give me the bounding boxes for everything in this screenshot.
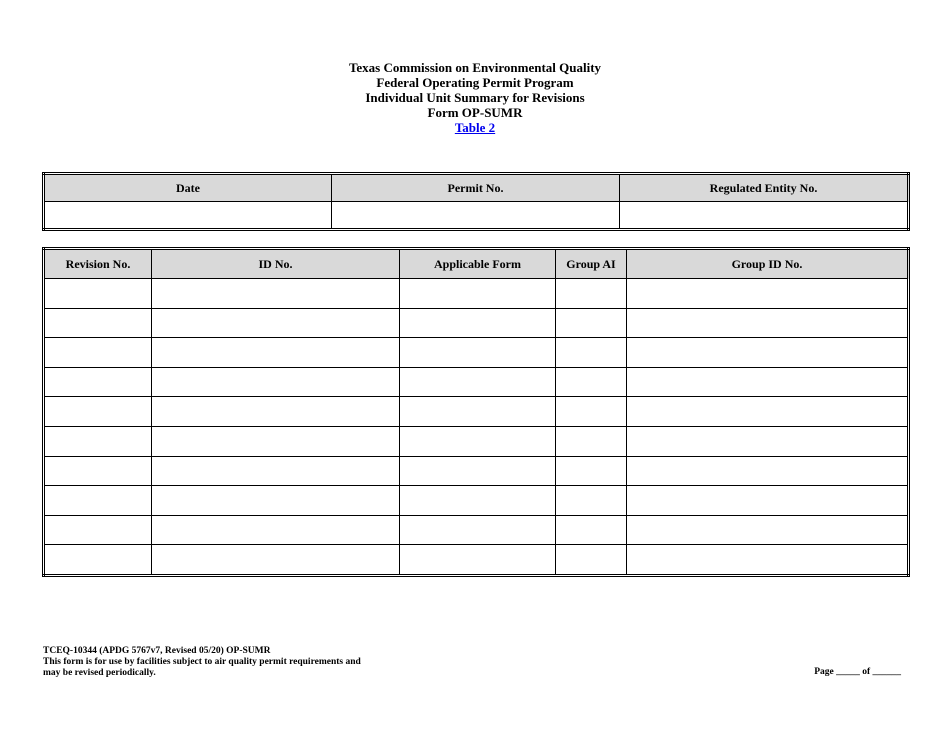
table-row	[44, 338, 909, 368]
revision-no-cell[interactable]	[44, 338, 152, 368]
table-row	[44, 486, 909, 516]
group-id-no-header: Group ID No.	[627, 249, 909, 279]
group-id-no-cell[interactable]	[627, 308, 909, 338]
table-row	[44, 308, 909, 338]
table-row	[44, 456, 909, 486]
revision-no-cell[interactable]	[44, 367, 152, 397]
id-no-cell[interactable]	[152, 515, 400, 545]
regulated-entity-field[interactable]	[620, 202, 909, 230]
applicable-form-cell[interactable]	[400, 456, 556, 486]
revision-no-cell[interactable]	[44, 456, 152, 486]
group-ai-cell[interactable]	[556, 338, 627, 368]
id-no-cell[interactable]	[152, 308, 400, 338]
group-ai-cell[interactable]	[556, 308, 627, 338]
form-note-line1: This form is for use by facilities subject to air quality permit requirements and	[43, 657, 361, 667]
group-ai-cell[interactable]	[556, 397, 627, 427]
applicable-form-header: Applicable Form	[400, 249, 556, 279]
permit-no-header: Permit No.	[332, 174, 620, 202]
revision-no-cell[interactable]	[44, 486, 152, 516]
applicable-form-cell[interactable]	[400, 486, 556, 516]
id-no-cell[interactable]	[152, 338, 400, 368]
revision-no-header: Revision No.	[44, 249, 152, 279]
form-id: TCEQ-10344 (APDG 5767v7, Revised 05/20) OP-SUMR	[43, 646, 271, 656]
group-id-no-cell[interactable]	[627, 486, 909, 516]
group-id-no-cell[interactable]	[627, 279, 909, 309]
group-id-no-cell[interactable]	[627, 515, 909, 545]
table-row	[44, 279, 909, 309]
revision-no-cell[interactable]	[44, 308, 152, 338]
date-header: Date	[44, 174, 332, 202]
table-row	[44, 515, 909, 545]
permit-info-table	[42, 172, 910, 231]
revision-no-cell[interactable]	[44, 545, 152, 576]
form-title: Individual Unit Summary for Revisions	[365, 90, 585, 105]
revision-no-cell[interactable]	[44, 397, 152, 427]
table-link[interactable]: Table 2	[454, 120, 496, 135]
group-ai-header: Group AI	[556, 249, 627, 279]
id-no-cell[interactable]	[152, 367, 400, 397]
id-no-cell[interactable]	[152, 279, 400, 309]
applicable-form-cell[interactable]	[400, 367, 556, 397]
group-ai-cell[interactable]	[556, 456, 627, 486]
page-number: Page _____ of ______	[814, 667, 901, 677]
date-field[interactable]	[44, 202, 332, 230]
form-note-line2: may be revised periodically.	[43, 668, 156, 678]
group-ai-cell[interactable]	[556, 367, 627, 397]
group-id-no-cell[interactable]	[627, 397, 909, 427]
program-title: Federal Operating Permit Program	[376, 75, 574, 90]
group-id-no-cell[interactable]	[627, 338, 909, 368]
id-no-cell[interactable]	[152, 426, 400, 456]
id-no-cell[interactable]	[152, 545, 400, 576]
applicable-form-cell[interactable]	[400, 308, 556, 338]
unit-summary-header-row	[44, 249, 909, 279]
group-id-no-cell[interactable]	[627, 367, 909, 397]
form-header	[0, 60, 950, 135]
group-id-no-cell[interactable]	[627, 545, 909, 576]
form-footer	[43, 646, 361, 679]
unit-summary-table	[42, 247, 910, 577]
applicable-form-cell[interactable]	[400, 545, 556, 576]
permit-info-header-row	[44, 174, 909, 202]
table-row	[44, 397, 909, 427]
agency-title: Texas Commission on Environmental Quality	[348, 60, 602, 75]
applicable-form-cell[interactable]	[400, 426, 556, 456]
unit-summary-body	[44, 279, 909, 576]
form-number: Form OP-SUMR	[427, 105, 523, 120]
applicable-form-cell[interactable]	[400, 338, 556, 368]
regulated-entity-header: Regulated Entity No.	[620, 174, 909, 202]
revision-no-cell[interactable]	[44, 515, 152, 545]
group-ai-cell[interactable]	[556, 486, 627, 516]
id-no-cell[interactable]	[152, 397, 400, 427]
revision-no-cell[interactable]	[44, 426, 152, 456]
permit-no-field[interactable]	[332, 202, 620, 230]
table-row	[44, 545, 909, 576]
group-ai-cell[interactable]	[556, 545, 627, 576]
id-no-header: ID No.	[152, 249, 400, 279]
permit-info-row	[44, 202, 909, 230]
group-id-no-cell[interactable]	[627, 426, 909, 456]
group-id-no-cell[interactable]	[627, 456, 909, 486]
table-row	[44, 426, 909, 456]
applicable-form-cell[interactable]	[400, 279, 556, 309]
table-row	[44, 367, 909, 397]
group-ai-cell[interactable]	[556, 426, 627, 456]
group-ai-cell[interactable]	[556, 515, 627, 545]
revision-no-cell[interactable]	[44, 279, 152, 309]
applicable-form-cell[interactable]	[400, 515, 556, 545]
id-no-cell[interactable]	[152, 486, 400, 516]
id-no-cell[interactable]	[152, 456, 400, 486]
group-ai-cell[interactable]	[556, 279, 627, 309]
applicable-form-cell[interactable]	[400, 397, 556, 427]
